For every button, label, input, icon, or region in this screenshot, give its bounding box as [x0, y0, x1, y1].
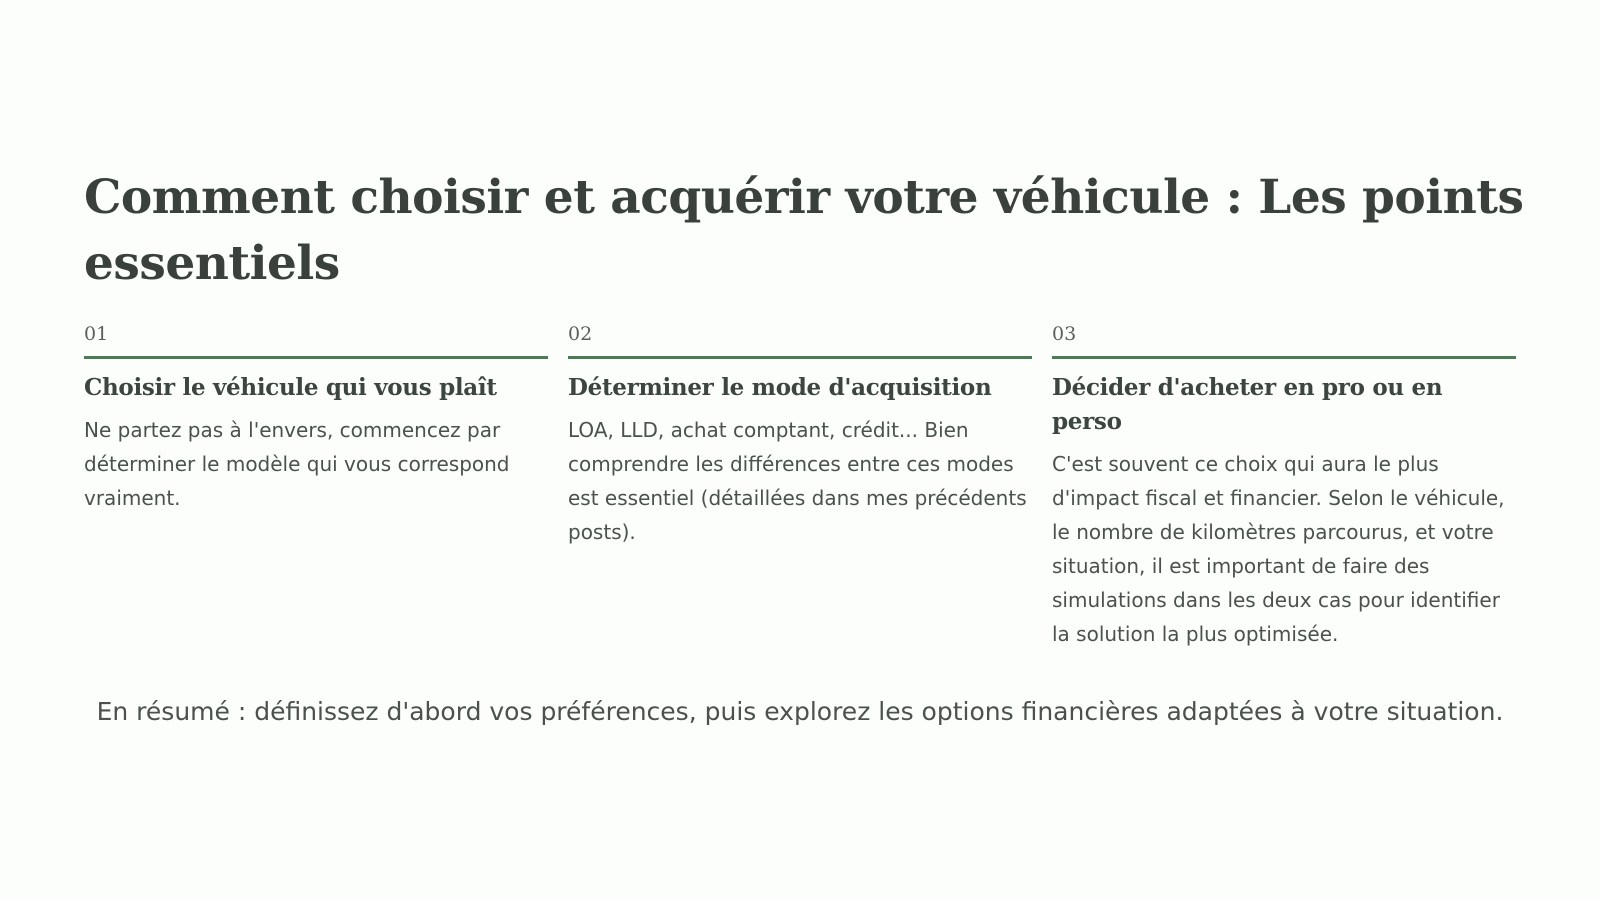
point-heading: Déterminer le mode d'acquisition — [568, 374, 992, 401]
point-number: 01 — [84, 322, 548, 359]
point-text: C'est souvent ce choix qui aura le plus d'impact fiscal et financier. Selon le véhicule, le nombre de kilomètres parcourus, et votre situation, il est important de faire des simulations dans les deux cas pour identifier la solution la plus optimisée. — [1052, 452, 1505, 646]
point-column-3 — [1052, 322, 1516, 651]
point-column-2 — [568, 322, 1032, 651]
point-heading: Décider d'acheter en pro ou en perso — [1052, 374, 1443, 435]
slide-title: Comment choisir et acquérir votre véhicule : Les points essentiels — [84, 170, 1524, 291]
key-points — [84, 322, 1516, 651]
summary-text: En résumé : définissez d'abord vos préférences, puis explorez les options financières adaptées à votre situation. — [96, 697, 1504, 726]
point-number: 02 — [568, 322, 1032, 359]
point-text: LOA, LLD, achat comptant, crédit... Bien comprendre les différences entre ces modes est essentiel (détaillées dans mes précédents posts). — [568, 418, 1027, 544]
point-column-1 — [84, 322, 548, 651]
point-text: Ne partez pas à l'envers, commencez par déterminer le modèle qui vous correspond vraiment. — [84, 418, 510, 510]
point-heading: Choisir le véhicule qui vous plaît — [84, 374, 497, 401]
point-number: 03 — [1052, 322, 1516, 359]
